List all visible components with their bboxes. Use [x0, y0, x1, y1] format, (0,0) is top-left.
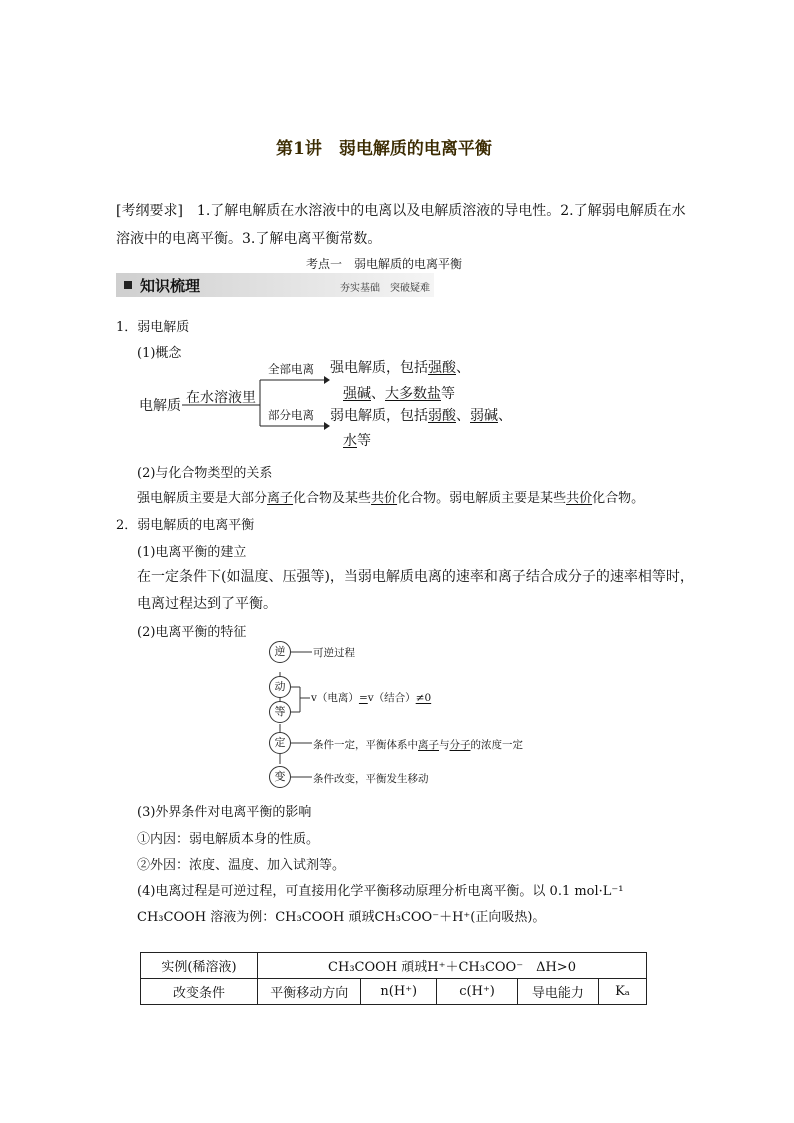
relation-covalent-1: 共价 [371, 491, 398, 506]
rate-not-zero: ≠0 [415, 692, 432, 704]
external-internal-factor: ①内因：弱电解质本身的性质。 [137, 832, 320, 847]
fixed-part-2: 与 [439, 739, 450, 751]
feature-change-circle: 变 [269, 766, 291, 788]
external-heading: (3)外界条件对电离平衡的影响 [137, 805, 312, 820]
branch2-sep: 、 [456, 408, 470, 424]
most-salts: 大多数盐 [385, 386, 441, 402]
weak-acid: 弱酸 [428, 408, 456, 424]
relation-part-1: 强电解质主要是大部分 [137, 491, 268, 506]
table-header-cell: c(H⁺) [437, 979, 518, 1005]
relation-ionic: 离子 [267, 491, 294, 506]
feature-fixed-circle: 定 [269, 732, 291, 754]
knowledge-banner [116, 273, 434, 297]
s1-heading: 1．弱电解质 [116, 320, 190, 335]
tree-arrows [262, 372, 330, 432]
requirements-line-1: [考纲要求] 1.了解电解质在水溶液中的电离以及电解质溶液的导电性。2.了解弱电解质在水 [116, 203, 686, 219]
feature-fixed-text [313, 737, 523, 752]
relation-part-2: 化合物及某些 [293, 491, 372, 506]
branch1-sep-2: 、 [371, 386, 385, 402]
branch1-sep: 、 [456, 360, 470, 376]
requirements-line-2: 溶液中的电离平衡。3.了解电离平衡常数。 [116, 231, 382, 247]
table-header-cell: n(H⁺) [361, 979, 437, 1005]
establishment-line-1: 在一定条件下(如温度、压强等)，当弱电解质电离的速率和离子结合成分子的速率相等时， [137, 569, 694, 585]
weak-base: 弱碱 [470, 408, 498, 424]
fixed-part-3: 的浓度一定 [470, 739, 523, 751]
relation-part-4: 化合物。 [592, 491, 645, 506]
table-cell: CH₃COOH 頑珬H⁺＋CH₃COO⁻ ΔH>0 [258, 953, 647, 979]
branch2-label: 部分电离 [268, 408, 314, 422]
strong-acid: 强酸 [428, 360, 456, 376]
paragraph-4-line-1: (4)电离过程是可逆过程，可直接用化学平衡移动原理分析电离平衡。以 0.1 mol·L⁻¹ [137, 884, 624, 899]
equilibrium-table [140, 952, 647, 1005]
fixed-ions: 离子 [418, 739, 439, 751]
banner-subtitle: 夯实基础 突破疑难 [340, 283, 430, 294]
tree-branch-lines [180, 370, 270, 430]
water: 水 [343, 433, 357, 449]
feature-equal-circle: 等 [269, 701, 291, 723]
rate-combination: v（结合） [367, 692, 416, 704]
table-header-cell: Kₐ [598, 979, 646, 1005]
feature-reversible-circle: 逆 [269, 641, 291, 663]
table-cell: 实例(稀溶液) [141, 953, 258, 979]
tree-condition-label: 在水溶液里 [186, 390, 256, 406]
fixed-molecules: 分子 [449, 739, 471, 751]
banner-title: 知识梳理 [140, 277, 201, 295]
branch2-line-2 [343, 430, 371, 450]
branch2-prefix-text: 弱电解质，包括 [330, 408, 428, 424]
s1-concept-heading: (1)概念 [137, 346, 182, 361]
feature-change-text: 条件改变，平衡发生移动 [313, 773, 429, 785]
strong-base: 强碱 [343, 386, 371, 402]
tree-root-label: 电解质 [139, 398, 181, 414]
fixed-part-1: 条件一定，平衡体系中 [313, 739, 418, 751]
table-row [141, 979, 647, 1005]
relation-text [137, 487, 644, 506]
page-title: 第1讲 弱电解质的电离平衡 [276, 139, 492, 159]
branch2-end: 等 [357, 433, 371, 449]
relation-heading: (2)与化合物类型的关系 [137, 466, 273, 481]
branch2-sep-2: 、 [498, 408, 512, 424]
branch2-line-1 [330, 405, 512, 425]
branch1-line-1 [330, 357, 470, 377]
branch1-prefix: 强电解质，包括 [330, 360, 428, 376]
paragraph-4-line-2: CH₃COOH 溶液为例：CH₃COOH 頑珬CH₃COO⁻＋H⁺(正向吸热)。 [137, 910, 546, 925]
rate-equal-sign: = [358, 692, 368, 704]
establishment-heading: (1)电离平衡的建立 [137, 545, 247, 560]
establishment-line-2: 电离过程达到了平衡。 [137, 596, 277, 612]
feature-dynamic-circle: 动 [269, 676, 291, 698]
rate-ionization: v（电离） [311, 692, 359, 704]
features-heading: (2)电离平衡的特征 [137, 625, 247, 640]
table-header-cell: 导电能力 [518, 979, 599, 1005]
table-header-cell: 改变条件 [141, 979, 258, 1005]
branch1-end: 等 [441, 386, 455, 402]
table-header-cell: 平衡移动方向 [258, 979, 361, 1005]
feature-dynamic-equal-text [311, 690, 431, 705]
relation-part-3: 化合物。弱电解质主要是某些 [397, 491, 567, 506]
square-bullet-icon [124, 281, 132, 289]
table-row [141, 953, 647, 979]
branch1-label: 全部电离 [268, 362, 314, 376]
branch1-line-2 [343, 383, 455, 403]
relation-covalent-2: 共价 [566, 491, 593, 506]
external-external-factor: ②外因：浓度、温度、加入试剂等。 [137, 858, 346, 873]
s2-heading: 2．弱电解质的电离平衡 [116, 518, 255, 533]
section-heading: 考点一 弱电解质的电离平衡 [306, 257, 463, 271]
feature-reversible-text: 可逆过程 [313, 647, 355, 659]
